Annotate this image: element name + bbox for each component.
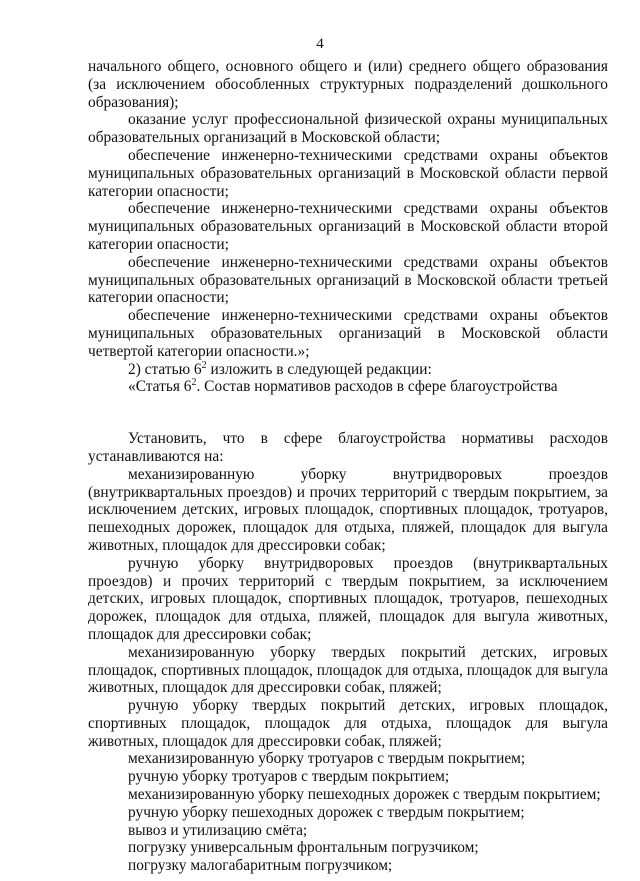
amendment-text-after: изложить в следующей редакции: bbox=[206, 360, 432, 378]
paragraph-security-category-4: обеспечение инженерно-техническими средствами охраны объектов муниципальных образовательных организаций в Московской области четвертой категории опасности.»; bbox=[88, 307, 608, 360]
article-heading-after: . Состав нормативов расходов в сфере благоустройства bbox=[196, 378, 558, 396]
document-body bbox=[88, 58, 608, 875]
paragraph-mechanized-driveways: механизированную уборку внутридворовых проездов (внутриквартальных проездов) и прочих территорий с твердым покрытием, за исключением детских, игровых площадок, спортивных площадок, тротуаров, пешеходных дорожек, площадок для отдыха, пляжей, площадок для выгула животных, площадок для дрессировки собак; bbox=[88, 465, 608, 554]
paragraph-security-category-2: обеспечение инженерно-техническими средствами охраны объектов муниципальных образовательных организаций в Московской области второй категории опасности; bbox=[88, 200, 608, 253]
paragraph-amendment-article bbox=[88, 361, 608, 379]
paragraph-physical-guard: оказание услуг профессиональной физической охраны муниципальных образовательных организаций в Московской области; bbox=[88, 111, 608, 147]
paragraph-mechanized-sidewalks: механизированную уборку тротуаров с твердым покрытием; bbox=[128, 750, 526, 768]
paragraph-establish: Установить, что в сфере благоустройства нормативы расходов устанавливаются на: bbox=[88, 430, 608, 465]
paragraph-compact-loader: погрузку малогабаритным погрузчиком; bbox=[128, 857, 393, 875]
paragraph-mechanized-footpaths: механизированную уборку пешеходных дорожек с твердым покрытием; bbox=[128, 786, 601, 804]
amendment-text-before: 2) статью 6 bbox=[128, 360, 202, 378]
paragraph-front-loader: погрузку универсальным фронтальным погрузчиком; bbox=[128, 839, 479, 857]
paragraph-manual-footpaths: ручную уборку пешеходных дорожек с твердым покрытием; bbox=[128, 803, 525, 821]
article-heading bbox=[88, 378, 608, 396]
paragraph-manual-sidewalks: ручную уборку тротуаров с твердым покрытием; bbox=[128, 768, 450, 786]
page-number: 4 bbox=[316, 36, 324, 52]
spacer bbox=[88, 396, 608, 430]
article-heading-before: «Статья 6 bbox=[128, 378, 192, 396]
article-heading-superscript: 2 bbox=[191, 377, 197, 389]
paragraph-sweepings-removal: вывоз и утилизацию смёта; bbox=[128, 821, 308, 839]
paragraph-manual-driveways: ручную уборку внутридворовых проездов (внутриквартальных проездов) и прочих территорий с твердым покрытием, за исключением детских, игровых площадок, спортивных площадок, тротуаров, пешеходных дорожек, площадок для отдыха, пляжей, площадок для выгула животных, площадок для дрессировки собак; bbox=[88, 554, 608, 643]
paragraph-manual-playgrounds: ручную уборку твердых покрытий детских, игровых площадок, спортивных площадок, площадок для отдыха, площадок для выгула животных, площадок для дрессировки собак, пляжей; bbox=[88, 697, 608, 750]
amendment-superscript: 2 bbox=[201, 359, 207, 371]
paragraph-security-category-1: обеспечение инженерно-техническими средствами охраны объектов муниципальных образовательных организаций в Московской области первой категории опасности; bbox=[88, 146, 608, 200]
paragraph-education-continuation: начального общего, основного общего и (или) среднего общего образования (за исключением обособленных структурных подразделений дошкольного образования); bbox=[88, 58, 608, 111]
paragraph-security-category-3: обеспечение инженерно-техническими средствами охраны объектов муниципальных образовательных организаций в Московской области третьей категории опасности; bbox=[88, 253, 608, 307]
paragraph-mechanized-playgrounds: механизированную уборку твердых покрытий детских, игровых площадок, спортивных площадок, площадок для отдыха, площадок для выгула животных, площадок для дрессировки собак, пляжей; bbox=[88, 643, 608, 697]
